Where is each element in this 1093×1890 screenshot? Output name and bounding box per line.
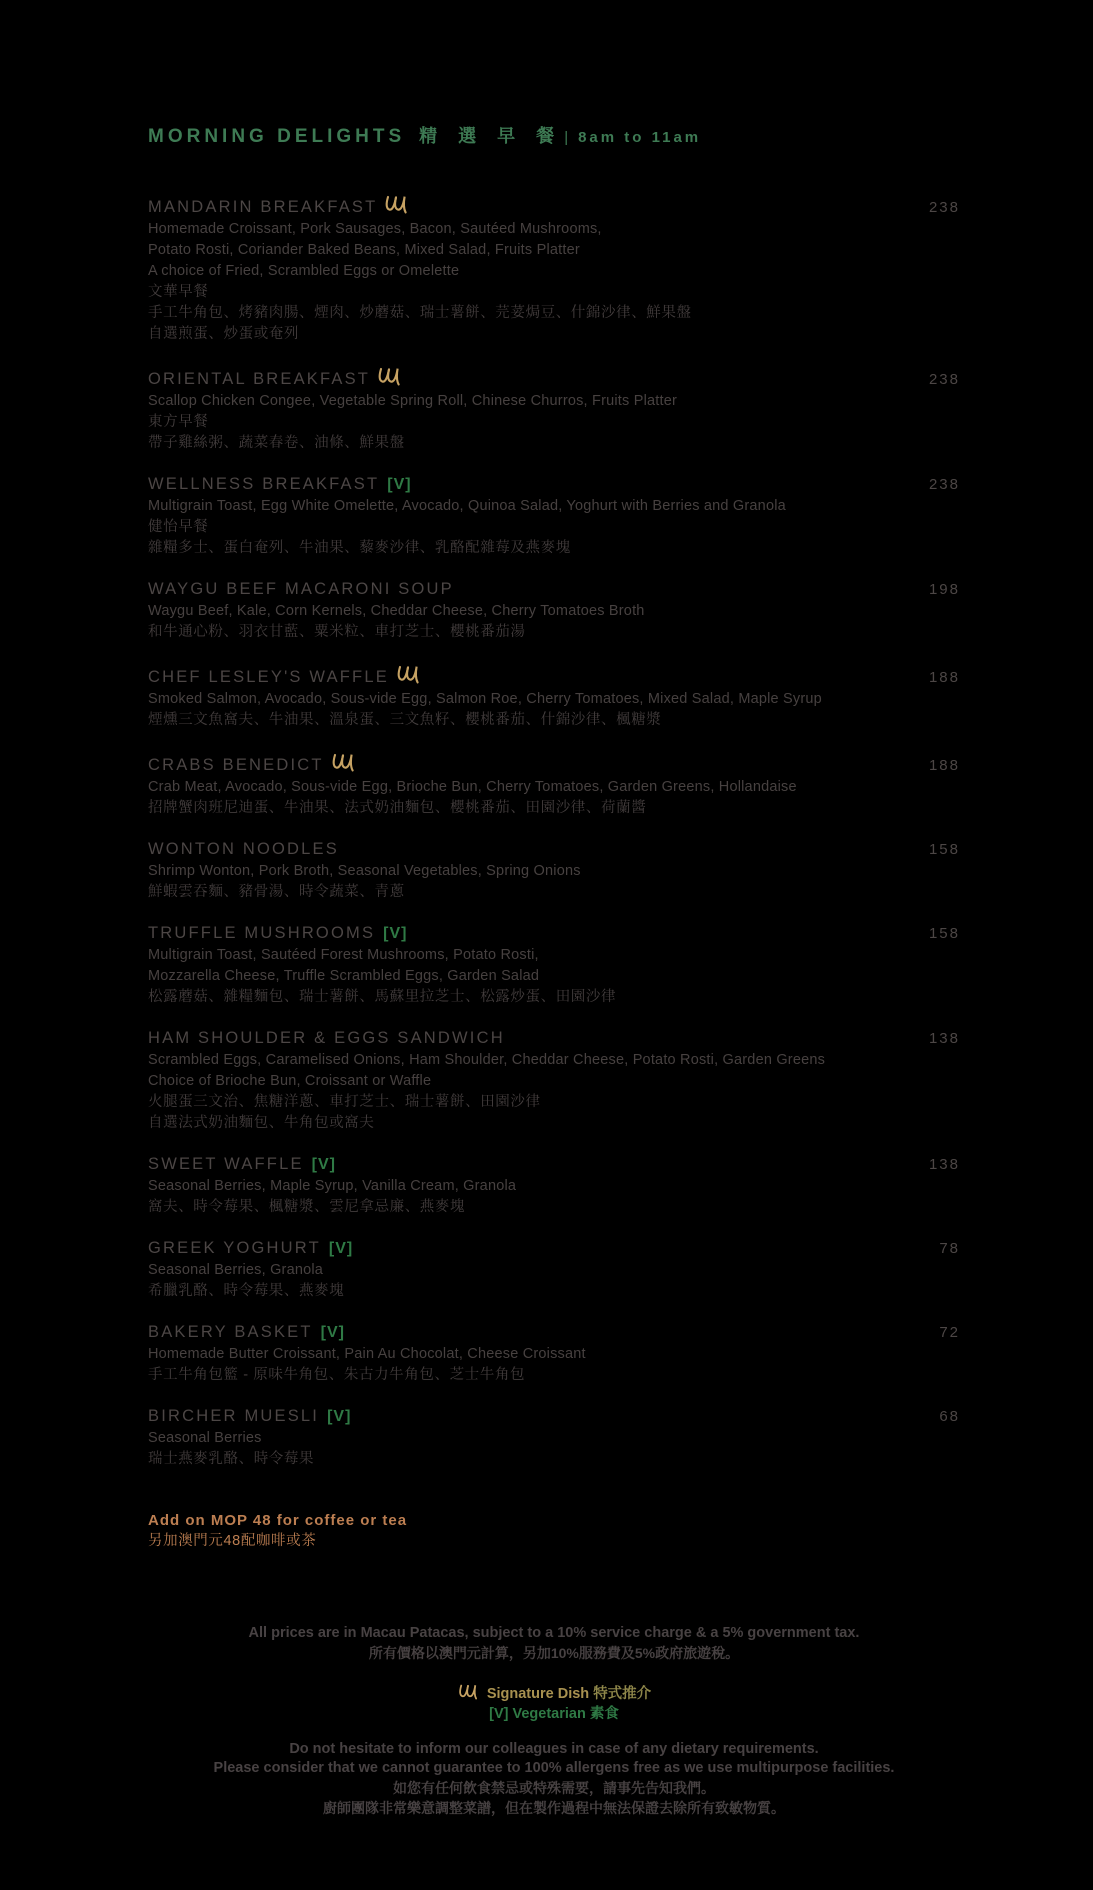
menu-footer <box>148 1624 960 1818</box>
morning-delights-menu <box>148 122 960 1818</box>
item-desc-en-line: Multigrain Toast, Sautéed Forest Mushrooms, Potato Rosti, <box>148 947 539 963</box>
item-desc-en-line: Scallop Chicken Congee, Vegetable Spring Roll, Chinese Churros, Fruits Platter <box>148 393 678 409</box>
menu-item <box>148 1153 960 1218</box>
signature-dish-icon <box>395 664 421 691</box>
item-desc-zh-line: 火腿蛋三文治、焦糖洋蔥、車打芝士、瑞士薯餅、田園沙律 <box>148 1094 541 1110</box>
addon-note-en: Add on MOP 48 for coffee or tea <box>148 1512 408 1529</box>
serving-hours: 8am to 11am <box>578 129 702 146</box>
menu-item-header <box>148 364 960 391</box>
item-desc-zh-line: 文華早餐 <box>148 284 209 300</box>
item-desc-en-line: Shrimp Wonton, Pork Broth, Seasonal Vegetables, Spring Onions <box>148 863 581 879</box>
item-desc-en-line: Waygu Beef, Kale, Corn Kernels, Cheddar Cheese, Cherry Tomatoes Broth <box>148 603 645 619</box>
menu-item-header <box>148 1027 960 1050</box>
addon-note-zh: 另加澳門元48配咖啡或茶 <box>148 1533 317 1549</box>
item-desc-zh-line: 煙燻三文魚窩夫、牛油果、溫泉蛋、三文魚籽、櫻桃番茄、什錦沙律、楓糖漿 <box>148 712 662 728</box>
vegetarian-badge: [V] <box>328 1240 354 1257</box>
menu-item-header <box>148 750 960 777</box>
menu-item-description <box>148 1344 960 1386</box>
menu-item-name: WONTON NOODLES <box>148 840 339 858</box>
menu-item-header <box>148 473 960 496</box>
item-desc-zh-line: 健怡早餐 <box>148 519 209 535</box>
item-desc-zh-line: 帶子雞絲粥、蔬菜春卷、油條、鮮果盤 <box>148 435 405 451</box>
menu-item-price: 68 <box>939 1408 960 1425</box>
menu-item <box>148 1027 960 1134</box>
dietary-note-en-2: Please consider that we cannot guarantee to 100% allergens free as we use multipurpose facilities. <box>213 1760 895 1776</box>
menu-item <box>148 922 960 1008</box>
item-desc-en-line: Homemade Butter Croissant, Pain Au Chocolat, Cheese Croissant <box>148 1346 586 1362</box>
item-desc-en-line: Homemade Croissant, Pork Sausages, Bacon, Sautéed Mushrooms, <box>148 221 602 237</box>
menu-item <box>148 578 960 643</box>
menu-item-header <box>148 1405 960 1428</box>
price-note-en: All prices are in Macau Patacas, subject to a 10% service charge & a 5% government tax. <box>248 1625 860 1641</box>
menu-item-price: 238 <box>928 199 960 216</box>
item-desc-en-line: Multigrain Toast, Egg White Omelette, Avocado, Quinoa Salad, Yoghurt with Berries and Granola <box>148 498 786 514</box>
signature-dish-icon <box>383 194 409 221</box>
menu-item-description <box>148 945 960 1008</box>
menu-item <box>148 364 960 454</box>
menu-item-name: HAM SHOULDER & EGGS SANDWICH <box>148 1029 505 1047</box>
menu-item-header <box>148 662 960 689</box>
item-desc-zh-line: 希臘乳酪、時令莓果、燕麥塊 <box>148 1283 345 1299</box>
menu-item-header <box>148 1321 960 1344</box>
menu-item <box>148 750 960 819</box>
menu-item-price: 158 <box>928 925 960 942</box>
menu-item-description <box>148 601 960 643</box>
menu-item-description <box>148 861 960 903</box>
legend-signature-label-zh: 特式推介 <box>593 1686 652 1702</box>
legend-vegetarian-label: Vegetarian <box>512 1706 586 1722</box>
menu-item-name: MANDARIN BREAKFAST <box>148 198 378 216</box>
menu-item-description <box>148 391 960 454</box>
legend-vegetarian-label-zh: 素食 <box>589 1706 619 1722</box>
menu-item-description <box>148 689 960 731</box>
menu-item-header <box>148 922 960 945</box>
menu-item <box>148 662 960 731</box>
menu-item-name: WELLNESS BREAKFAST <box>148 475 380 493</box>
item-desc-zh-line: 瑞士燕麥乳酪、時令莓果 <box>148 1451 315 1467</box>
menu-item-price: 188 <box>928 757 960 774</box>
vegetarian-badge: [V] <box>327 1408 352 1425</box>
section-title-zh: 精 選 早 餐 <box>419 126 563 146</box>
item-desc-zh-line: 自選法式奶油麵包、牛角包或窩夫 <box>148 1115 375 1131</box>
menu-item <box>148 838 960 903</box>
menu-item-name: WAYGU BEEF MACARONI SOUP <box>148 580 454 598</box>
section-title-en: MORNING DELIGHTS <box>148 126 406 147</box>
legend <box>148 1681 960 1724</box>
signature-dish-icon <box>457 1688 483 1704</box>
menu-item-price: 72 <box>939 1324 960 1341</box>
item-desc-en-line: Crab Meat, Avocado, Sous-vide Egg, Brioche Bun, Cherry Tomatoes, Garden Greens, Hollandaise <box>148 779 797 795</box>
menu-item <box>148 1321 960 1386</box>
dietary-note-zh-1: 如您有任何飲食禁忌或特殊需要，請事先告知我們。 <box>393 1780 715 1796</box>
menu-item-price: 78 <box>939 1240 960 1257</box>
menu-item-name: BIRCHER MUESLI <box>148 1407 320 1425</box>
menu-item-header <box>148 578 960 601</box>
menu-item-price: 238 <box>928 371 960 388</box>
menu-item-price: 138 <box>928 1030 960 1047</box>
item-desc-en-line: Seasonal Berries, Maple Syrup, Vanilla Cream, Granola <box>148 1178 517 1194</box>
price-note-zh: 所有價格以澳門元計算，另加10%服務費及5%政府旅遊稅。 <box>368 1645 740 1661</box>
dietary-note-en-1: Do not hesitate to inform our colleagues in case of any dietary requirements. <box>289 1741 819 1757</box>
menu-item-header <box>148 192 960 219</box>
menu-item-description <box>148 1260 960 1302</box>
legend-signature <box>148 1681 960 1704</box>
menu-item-name: SWEET WAFFLE <box>148 1155 304 1173</box>
item-desc-en-line: Scrambled Eggs, Caramelised Onions, Ham Shoulder, Cheddar Cheese, Potato Rosti, Garden Greens <box>148 1052 826 1068</box>
item-desc-zh-line: 和牛通心粉、羽衣甘藍、粟米粒、車打芝士、櫻桃番茄湯 <box>148 624 526 640</box>
menu-item-description <box>148 496 960 559</box>
item-desc-zh-line: 手工牛角包、烤豬肉腸、煙肉、炒蘑菇、瑞士薯餅、芫荽焗豆、什錦沙律、鮮果盤 <box>148 305 692 321</box>
vegetarian-badge: [V] <box>311 1156 336 1173</box>
menu-item <box>148 192 960 345</box>
menu-item <box>148 1237 960 1302</box>
item-desc-en-line: Potato Rosti, Coriander Baked Beans, Mixed Salad, Fruits Platter <box>148 242 580 258</box>
item-desc-en-line: Seasonal Berries <box>148 1430 262 1446</box>
legend-vegetarian-tag: [V] <box>489 1706 509 1722</box>
item-desc-en-line: Seasonal Berries, Granola <box>148 1262 324 1278</box>
dietary-note-zh-2: 廚師團隊非常樂意調整菜譜，但在製作過程中無法保證去除所有致敏物質。 <box>323 1800 785 1816</box>
menu-item-price: 138 <box>928 1156 960 1173</box>
vegetarian-badge: [V] <box>387 476 412 493</box>
vegetarian-badge: [V] <box>383 925 408 942</box>
menu-item-description <box>148 1050 960 1134</box>
menu-item-description <box>148 1176 960 1218</box>
item-desc-zh-line: 招牌蟹肉班尼迪蛋、牛油果、法式奶油麵包、櫻桃番茄、田園沙律、荷蘭醬 <box>148 800 647 816</box>
menu-section-header <box>148 122 960 148</box>
menu-item-header <box>148 1153 960 1176</box>
menu-item-price: 188 <box>928 669 960 686</box>
menu-item-name: TRUFFLE MUSHROOMS <box>148 924 376 942</box>
menu-item-name: GREEK YOGHURT <box>148 1239 321 1257</box>
signature-dish-icon <box>330 752 356 779</box>
addon-note <box>148 1510 960 1552</box>
item-desc-zh-line: 松露蘑菇、雜糧麵包、瑞士薯餅、馬蘇里拉芝士、松露炒蛋、田園沙律 <box>148 989 617 1005</box>
menu-item-header <box>148 838 960 861</box>
menu-item-name: CRABS BENEDICT <box>148 756 324 774</box>
item-desc-zh-line: 鮮蝦雲吞麵、豬骨湯、時令蔬菜、青蔥 <box>148 884 405 900</box>
signature-dish-icon <box>376 366 402 393</box>
item-desc-zh-line: 窩夫、時令莓果、楓糖漿、雲尼拿忌廉、燕麥塊 <box>148 1199 466 1215</box>
item-desc-en-line: A choice of Fried, Scrambled Eggs or Omelette <box>148 263 460 279</box>
menu-item-name: ORIENTAL BREAKFAST <box>148 370 371 388</box>
legend-signature-label: Signature Dish <box>486 1686 590 1702</box>
menu-item-name: CHEF LESLEY'S WAFFLE <box>148 668 389 686</box>
header-separator: | <box>564 129 569 146</box>
item-desc-en-line: Smoked Salmon, Avocado, Sous-vide Egg, Salmon Roe, Cherry Tomatoes, Mixed Salad, Maple Syrup <box>148 691 822 707</box>
item-desc-zh-line: 東方早餐 <box>148 414 209 430</box>
vegetarian-badge: [V] <box>320 1324 345 1341</box>
dietary-note <box>148 1740 960 1818</box>
menu-item-description <box>148 777 960 819</box>
menu-item-name: BAKERY BASKET <box>148 1323 313 1341</box>
menu-item-description <box>148 1428 960 1470</box>
menu-item <box>148 473 960 559</box>
item-desc-zh-line: 自選煎蛋、炒蛋或奄列 <box>148 326 299 342</box>
menu-item <box>148 1405 960 1470</box>
item-desc-zh-line: 手工牛角包籃 - 原味牛角包、朱古力牛角包、芝士牛角包 <box>148 1367 526 1383</box>
menu-item-price: 158 <box>928 841 960 858</box>
item-desc-en-line: Mozzarella Cheese, Truffle Scrambled Eggs, Garden Salad <box>148 968 540 984</box>
item-desc-zh-line: 雜糧多士、蛋白奄列、牛油果、藜麥沙律、乳酪配雜莓及燕麥塊 <box>148 540 571 556</box>
menu-item-price: 198 <box>928 581 960 598</box>
menu-items-list <box>148 192 960 1470</box>
legend-vegetarian <box>148 1704 960 1724</box>
menu-item-header <box>148 1237 960 1260</box>
item-desc-en-line: Choice of Brioche Bun, Croissant or Waffle <box>148 1073 432 1089</box>
menu-item-description <box>148 219 960 345</box>
menu-item-price: 238 <box>928 476 960 493</box>
